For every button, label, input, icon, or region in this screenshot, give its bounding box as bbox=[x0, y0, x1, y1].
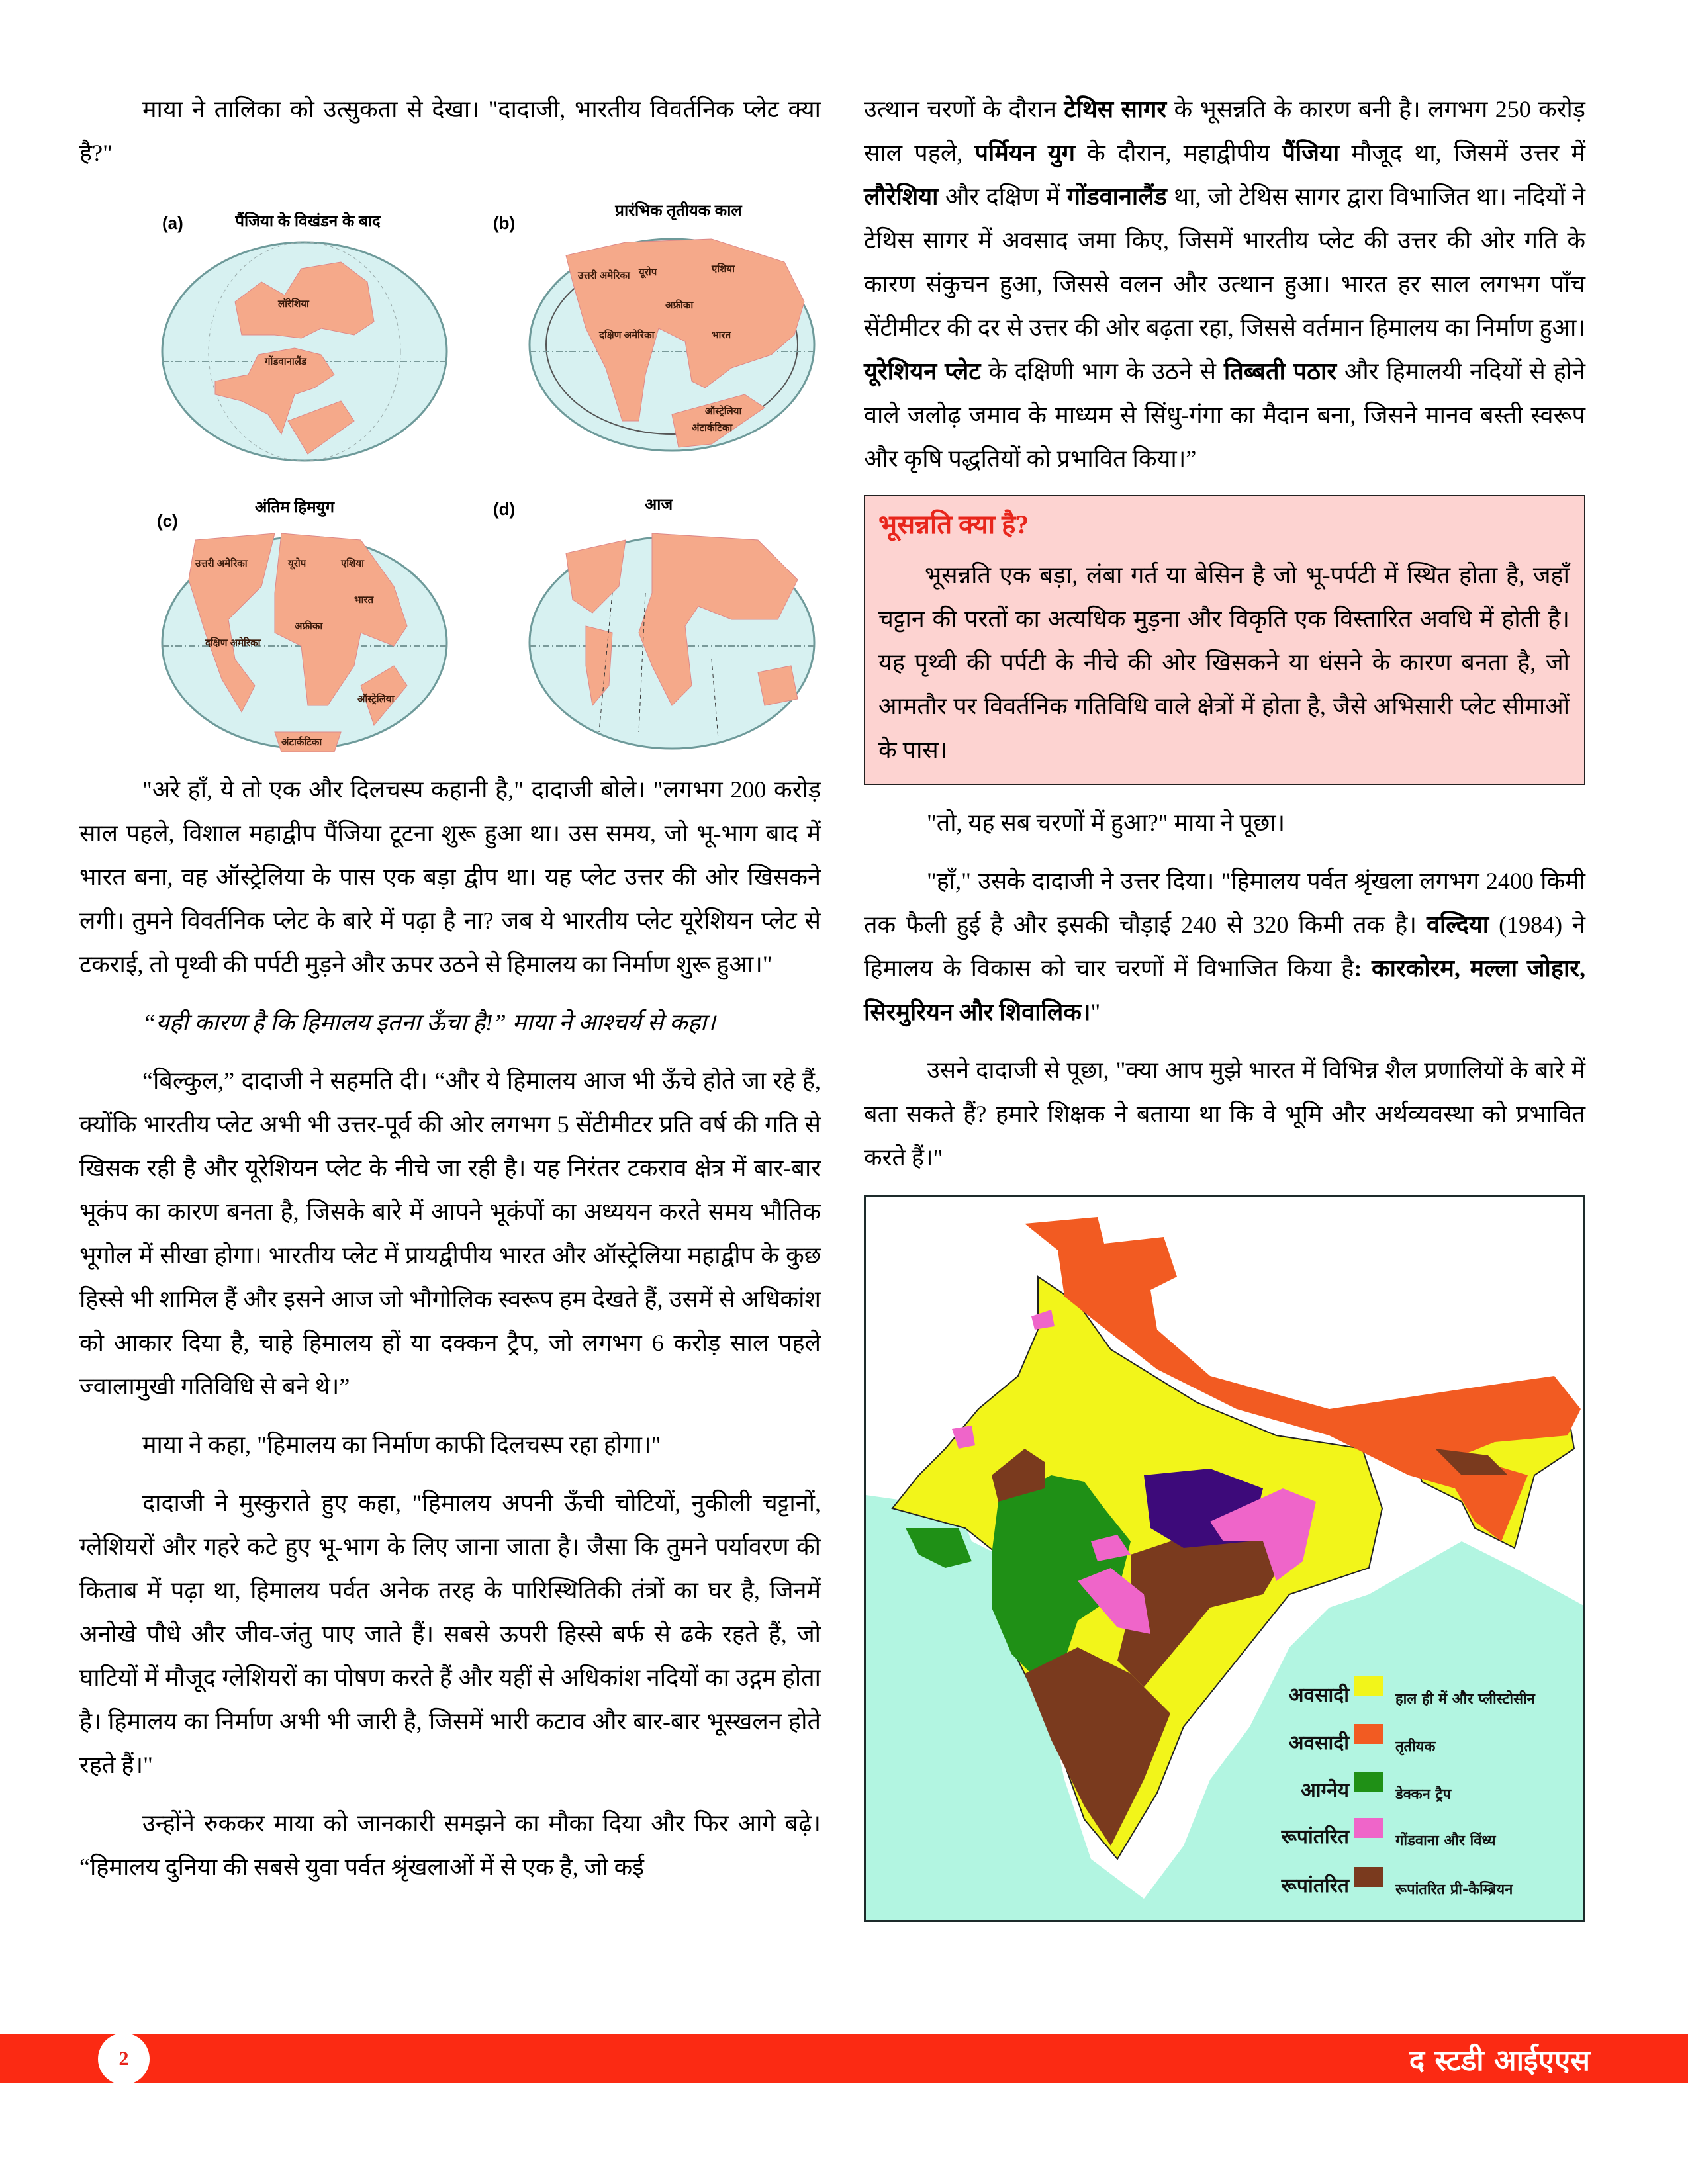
legend-category: आग्नेय bbox=[1300, 1779, 1349, 1802]
term-tethys: टेथिस सागर bbox=[1064, 96, 1167, 122]
panel-tag: (a) bbox=[162, 213, 183, 233]
panel-tag: (b) bbox=[493, 213, 516, 233]
text: के भूसन्नति के कारण बनी है। लगभग 250 करोड़ साल पहले, bbox=[864, 96, 1586, 166]
text: (1984) ने हिमालय के विकास को चार चरणों में विभाजित किया है bbox=[864, 911, 1585, 981]
globe-map-icon bbox=[142, 514, 487, 765]
panel-title: अंतिम हिमयुग bbox=[255, 498, 334, 516]
legend-category: रूपांतरित bbox=[1281, 1874, 1349, 1897]
legend-swatch-pink bbox=[1354, 1818, 1383, 1838]
paragraph: “यही कारण है कि हिमालय इतना ऊँचा है!” माया ने आश्चर्य से कहा। bbox=[142, 1009, 716, 1036]
legend-item bbox=[1233, 1815, 1585, 1849]
term-valdiya: वल्दिया bbox=[1426, 911, 1489, 938]
svg-text:एशिया: एशिया bbox=[341, 558, 364, 569]
paragraph: "अरे हाँ, ये तो एक और दिलचस्प कहानी है," दादाजी बोले। "लगभग 200 करोड़ साल पहले, विशाल महाद्वीप पैंजिया टूटना शुरू हुआ था। उस समय, जो भू-भाग बाद में भारत बना, वह ऑस्ट्रेलिया के पास एक बड़ा द्वीप था। यह प्लेट उत्तर की ओर खिसकने लगी। तुमने विवर्तनिक प्लेट के बारे में पढ़ा है ना? जब ये भारतीय प्लेट यूरेशियन प्लेट से टकराई, तो पृथ्वी की पर्पटी मुड़ने और ऊपर उठने से हिमालय का निर्माण शुरू हुआ।" bbox=[79, 776, 821, 978]
svg-text:यूरोप: यूरोप bbox=[288, 558, 306, 569]
text: मौजूद था, जिसमें उत्तर में bbox=[1339, 140, 1586, 166]
text: और हिमालयी नदियों से होने वाले जलोढ़ जमाव के माध्यम से सिंधु-गंगा का मैदान बना, जिसने मानव बस्ती स्वरूप और कृषि पद्धतियों को प्रभावित किया।” bbox=[864, 358, 1586, 472]
continental-drift-figure bbox=[142, 189, 837, 752]
legend-swatch-brown bbox=[1354, 1867, 1383, 1887]
question-paragraph: "तो, यह सब चरणों में हुआ?" माया ने पूछा। bbox=[927, 809, 1286, 836]
globe-map-icon bbox=[493, 514, 837, 765]
legend-category: अवसादी bbox=[1288, 1731, 1349, 1754]
rock-systems-paragraph: उसने दादाजी से पूछा, "क्या आप मुझे भारत में विभिन्न शैल प्रणालियों के बारे में बता सकते हैं? हमारे शिक्षक ने बताया था कि वे भूमि और अर्थव्यवस्था को प्रभावित करते हैं।" bbox=[864, 1057, 1585, 1171]
publisher-brand: द स्टडी आईएएस bbox=[1409, 2044, 1590, 2077]
legend-category: अवसादी bbox=[1288, 1684, 1349, 1707]
term-pangaea: पैंजिया bbox=[1282, 140, 1340, 166]
panel-title: प्रारंभिक तृतीयक काल bbox=[615, 202, 742, 220]
svg-text:यूरोप: यूरोप bbox=[639, 267, 657, 278]
svg-text:उत्तरी अमेरिका: उत्तरी अमेरिका bbox=[578, 270, 630, 281]
svg-text:ऑस्ट्रेलिया: ऑस्ट्रेलिया bbox=[705, 406, 742, 417]
term-eurasian-plate: यूरेशियन प्लेट bbox=[864, 358, 981, 385]
globe-panel-b bbox=[493, 189, 837, 467]
legend-swatch-yellow bbox=[1354, 1676, 1383, 1696]
term-permian: पर्मियन युग bbox=[974, 140, 1075, 166]
globe-panel-a bbox=[142, 189, 487, 467]
paragraph: माया ने कहा, "हिमालय का निर्माण काफी दिलचस्प रहा होगा।" bbox=[142, 1432, 661, 1458]
text: "हाँ," उसके दादाजी ने उत्तर दिया। "हिमालय पर्वत श्रृंखला लगभग 2400 किमी तक फैली हुई है और इसकी चौड़ाई 240 से 320 किमी तक है। bbox=[864, 868, 1585, 938]
intro-paragraph: माया ने तालिका को उत्सुकता से देखा। "दादाजी, भारतीय विवर्तनिक प्लेट क्या है?" bbox=[79, 96, 821, 166]
svg-text:एशिया: एशिया bbox=[712, 263, 735, 275]
term-tibetan-plateau: तिब्बती पठार bbox=[1223, 358, 1337, 385]
legend-label: रूपांतरित प्री-कैम्ब्रियन bbox=[1395, 1882, 1513, 1898]
continuation-paragraph bbox=[864, 87, 1585, 480]
geosyncline-info-box bbox=[864, 495, 1585, 785]
globe-panel-d bbox=[493, 480, 837, 758]
text: और दक्षिण में bbox=[938, 183, 1067, 210]
svg-text:अंटार्कटिका: अंटार्कटिका bbox=[281, 737, 322, 748]
svg-text:अफ्रीका: अफ्रीका bbox=[665, 300, 694, 311]
panel-title: आज bbox=[644, 496, 673, 514]
term-laurasia: लौरेशिया bbox=[864, 183, 939, 210]
text: था, जो टेथिस सागर द्वारा विभाजित था। नदियों ने टेथिस सागर में अवसाद जमा किए, जिसमें भारतीय प्लेट की उत्तर की ओर गति के कारण संकुचन हुआ, जिससे वलन और उत्थान हुआ। भारत हर साल लगभग पाँच सेंटीमीटर की दर से उत्तर की ओर बढ़ता रहा, जिससे वर्तमान हिमालय का निर्माण हुआ। bbox=[864, 183, 1585, 341]
paragraph: उन्होंने रुककर माया को जानकारी समझने का मौका दिया और फिर आगे बढ़े। “हिमालय दुनिया की सबसे युवा पर्वत श्रृंखलाओं में से एक है, जो कई bbox=[79, 1810, 821, 1880]
panel-tag: (d) bbox=[493, 499, 516, 519]
answer-paragraph bbox=[864, 859, 1585, 1034]
legend-swatch-orange bbox=[1354, 1724, 1383, 1744]
legend-category: रूपांतरित bbox=[1281, 1825, 1349, 1848]
legend-label: डेक्कन ट्रैप bbox=[1395, 1786, 1452, 1803]
legend-item bbox=[1233, 1769, 1585, 1803]
right-column bbox=[864, 87, 1585, 1922]
panel-tag: (c) bbox=[157, 511, 178, 531]
paragraph: दादाजी ने मुस्कुराते हुए कहा, "हिमालय अपनी ऊँची चोटियों, नुकीली चट्टानों, ग्लेशियरों और गहरे कटे हुए भू-भाग के लिए जाना जाता है। जैसा कि तुमने पर्यावरण की किताब में पढ़ा था, हिमालय पर्वत अनेक तरह के पारिस्थितिकी तंत्रों का घर है, जिनमें अनोखे पौधे और जीव-जंतु पाए जाते हैं। सबसे ऊपरी हिस्से बर्फ से ढके रहते हैं, जो घाटियों में मौजूद ग्लेशियरों का पोषण करते हैं और यहीं से अधिकांश नदियों का उद्गम होता है। हिमालय का निर्माण अभी भी जारी है, जिसमें भारी कटाव और बार-बार भूस्खलन होते रहते हैं।" bbox=[79, 1490, 821, 1778]
svg-text:अफ्रीका: अफ्रीका bbox=[295, 621, 323, 632]
svg-text:उत्तरी अमेरिका: उत्तरी अमेरिका bbox=[195, 558, 248, 569]
paragraph: “बिल्कुल,” दादाजी ने सहमति दी। “और ये हिमालय आज भी ऊँचे होते जा रहे हैं, क्योंकि भारतीय प्लेट अभी भी उत्तर-पूर्व की ओर लगभग 5 सेंटीमीटर प्रति वर्ष की गति से खिसक रही है और यूरेशियन प्लेट के नीचे जा रही है। यह निरंतर टकराव क्षेत्र में बार-बार भूकंप का कारण बनता है, जिसके बारे में आपने भूकंपों का अध्ययन करते समय भौतिक भूगोल में सीखा होगा। भारतीय प्लेट में प्रायद्वीपीय भारत और ऑस्ट्रेलिया महाद्वीप के कुछ हिस्से भी शामिल हैं और इसने आज जो भौगोलिक स्वरूप हम देखते हैं, उसमें से अधिकांश को आकार दिया है, चाहे हिमालय हों या दक्कन ट्रैप, जो लगभग 6 करोड़ साल पहले ज्वालामुखी गतिविधि से बने थे।” bbox=[79, 1068, 821, 1400]
text: उत्थान चरणों के दौरान bbox=[864, 96, 1064, 122]
himalaya-stages: : कारकोरम, मल्ला जोहार, सिरमुरियन और शिवालिक। bbox=[864, 955, 1586, 1025]
term-gondwana: गोंडवानालैंड bbox=[1066, 183, 1167, 210]
svg-text:लॉरेशिया: लॉरेशिया bbox=[278, 298, 309, 310]
svg-text:भारत: भारत bbox=[354, 594, 374, 606]
svg-text:गोंडवानालैंड: गोंडवानालैंड bbox=[265, 356, 306, 367]
svg-text:अंटार्कटिका: अंटार्कटिका bbox=[692, 422, 733, 433]
legend-label: हाल ही में और प्लीस्टोसीन bbox=[1395, 1691, 1535, 1707]
legend-item bbox=[1233, 1864, 1585, 1898]
legend-label: गोंडवाना और विंध्य bbox=[1395, 1833, 1496, 1849]
legend-label: तृतीयक bbox=[1395, 1739, 1436, 1755]
panel-title: पैंजिया के विखंडन के बाद bbox=[235, 212, 381, 230]
legend-item bbox=[1233, 1721, 1585, 1755]
svg-text:दक्षिण अमेरिका: दक्षिण अमेरिका bbox=[599, 330, 655, 341]
info-box-body: भूसन्नति एक बड़ा, लंबा गर्त या बेसिन है जो भू-पर्पटी में स्थित होता है, जहाँ चट्टान की परतों का अत्यधिक मुड़ना और विकृति एक विस्तारित अवधि में होती है। यह पृथ्वी की पर्पटी के नीचे की ओर खिसकने या धंसने के कारण बनता है, जो आमतौर पर विवर्तनिक गतिविधि वाले क्षेत्रों में होता है, जैसे अभिसारी प्लेट सीमाओं के पास। bbox=[878, 562, 1570, 763]
text: " bbox=[1090, 999, 1101, 1025]
india-rock-systems-map bbox=[864, 1195, 1585, 1922]
page-number: 2 bbox=[98, 2033, 150, 2085]
left-column bbox=[79, 87, 821, 1903]
text: के दौरान, महाद्वीपीय bbox=[1074, 140, 1282, 166]
globe-panel-c bbox=[142, 480, 487, 758]
info-box-title: भूसन्नति क्या है? bbox=[878, 510, 1029, 539]
globe-map-icon bbox=[142, 222, 487, 474]
svg-text:भारत: भारत bbox=[712, 330, 731, 341]
svg-text:ऑस्ट्रेलिया: ऑस्ट्रेलिया bbox=[357, 694, 395, 705]
svg-text:दक्षिण अमेरिका: दक्षिण अमेरिका bbox=[205, 637, 261, 649]
footer-bar bbox=[0, 2034, 1688, 2083]
legend-swatch-green bbox=[1354, 1772, 1383, 1792]
india-map-icon bbox=[866, 1197, 1585, 1922]
legend-item bbox=[1233, 1674, 1585, 1707]
text: के दक्षिणी भाग के उठने से bbox=[980, 358, 1224, 385]
globe-map-icon bbox=[493, 222, 837, 474]
